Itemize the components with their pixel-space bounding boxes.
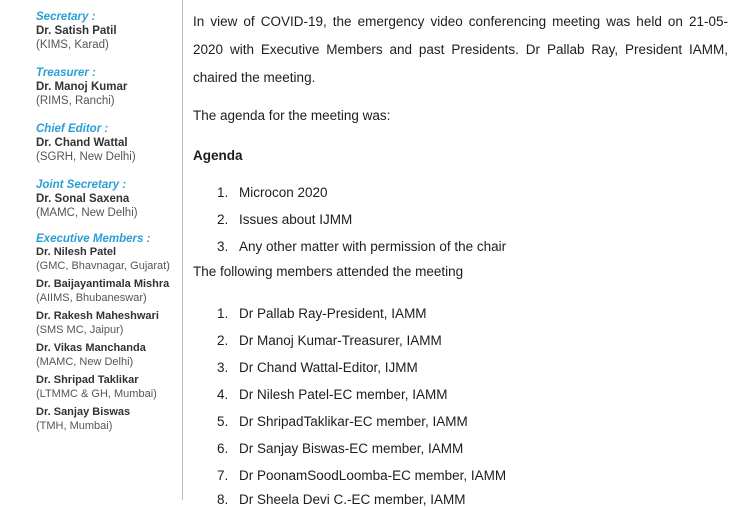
- member-institution: (LTMMC & GH, Mumbai): [36, 387, 157, 400]
- secretary-role: Secretary :: [36, 11, 96, 23]
- joint-secretary-name: Dr. Sonal Saxena: [36, 193, 130, 205]
- list-number: 3.: [217, 239, 229, 254]
- list-text: Dr Sheela Devi C.-EC member, IAMM: [239, 492, 466, 507]
- attendee-item: [217, 333, 442, 348]
- treasurer-role: Treasurer :: [36, 67, 96, 79]
- attendee-item: [217, 306, 427, 321]
- list-number: 2.: [217, 212, 229, 227]
- joint-secretary-institution: (MAMC, New Delhi): [36, 207, 138, 219]
- agenda-item: [217, 212, 352, 227]
- agenda-item: [217, 239, 506, 254]
- secretary-name: Dr. Satish Patil: [36, 25, 117, 37]
- treasurer-block: [36, 66, 182, 108]
- member-institution: (SMS MC, Jaipur): [36, 323, 124, 336]
- list-number: 8.: [217, 492, 229, 507]
- office-bearers-sidebar: [0, 0, 183, 500]
- member-institution: (AIIMS, Bhubaneswar): [36, 291, 147, 304]
- treasurer-institution: (RIMS, Ranchi): [36, 95, 115, 107]
- list-text: Issues about IJMM: [239, 212, 353, 227]
- chief-editor-block: [36, 122, 182, 164]
- list-number: 5.: [217, 414, 229, 429]
- list-text: Dr Manoj Kumar-Treasurer, IAMM: [239, 333, 442, 348]
- agenda-intro: The agenda for the meeting was:: [193, 108, 391, 123]
- attendee-item: [217, 387, 448, 402]
- attendee-item: [217, 360, 418, 375]
- member-name: Dr. Baijayantimala Mishra: [36, 278, 170, 290]
- list-number: 2.: [217, 333, 229, 348]
- member-name: Dr. Nilesh Patel: [36, 246, 117, 258]
- list-number: 3.: [217, 360, 229, 375]
- executive-member: [36, 406, 182, 433]
- member-name: Dr. Shripad Taklikar: [36, 374, 139, 386]
- agenda-heading: Agenda: [193, 148, 243, 163]
- member-institution: (MAMC, New Delhi): [36, 355, 134, 368]
- attendee-item: [217, 441, 463, 456]
- list-text: Dr Pallab Ray-President, IAMM: [239, 306, 427, 321]
- attendees-intro: The following members attended the meeting: [193, 264, 464, 279]
- list-number: 1.: [217, 185, 229, 200]
- list-text: Dr PoonamSoodLoomba-EC member, IAMM: [239, 468, 507, 483]
- member-name: Dr. Sanjay Biswas: [36, 406, 131, 418]
- secretary-institution: (KIMS, Karad): [36, 39, 109, 51]
- member-name: Dr. Rakesh Maheshwari: [36, 310, 159, 322]
- secretary-block: [36, 10, 182, 52]
- joint-secretary-block: [36, 178, 182, 220]
- attendee-item: [217, 414, 468, 429]
- executive-member: [36, 310, 182, 337]
- treasurer-name: Dr. Manoj Kumar: [36, 81, 128, 93]
- executive-member: [36, 342, 182, 369]
- list-text: Microcon 2020: [239, 185, 328, 200]
- list-text: Dr Chand Wattal-Editor, IJMM: [239, 360, 418, 375]
- intro-paragraph: In view of COVID-19, the emergency video conferencing meeting was held on 21-05-2020 with Executive Members and past Presidents. Dr Pallab Ray, President IAMM, chaired the meeting.: [193, 14, 728, 85]
- list-number: 4.: [217, 387, 229, 402]
- list-text: Any other matter with permission of the chair: [239, 239, 507, 254]
- executive-member: [36, 246, 182, 273]
- list-text: Dr Sanjay Biswas-EC member, IAMM: [239, 441, 464, 456]
- attendee-item: [217, 468, 506, 483]
- list-text: Dr Nilesh Patel-EC member, IAMM: [239, 387, 448, 402]
- executive-member: [36, 374, 182, 401]
- agenda-item: [217, 185, 328, 200]
- member-institution: (TMH, Mumbai): [36, 419, 113, 432]
- executive-member: [36, 278, 182, 305]
- executive-members-title: Executive Members :: [36, 233, 151, 245]
- list-number: 1.: [217, 306, 229, 321]
- list-number: 7.: [217, 468, 229, 483]
- executive-members-list: [36, 246, 182, 433]
- joint-secretary-role: Joint Secretary :: [36, 179, 127, 191]
- chief-editor-institution: (SGRH, New Delhi): [36, 151, 136, 163]
- list-number: 6.: [217, 441, 229, 456]
- member-name: Dr. Vikas Manchanda: [36, 342, 146, 354]
- list-text: Dr ShripadTaklikar-EC member, IAMM: [239, 414, 468, 429]
- chief-editor-name: Dr. Chand Wattal: [36, 137, 128, 149]
- chief-editor-role: Chief Editor :: [36, 123, 109, 135]
- member-institution: (GMC, Bhavnagar, Gujarat): [36, 259, 170, 272]
